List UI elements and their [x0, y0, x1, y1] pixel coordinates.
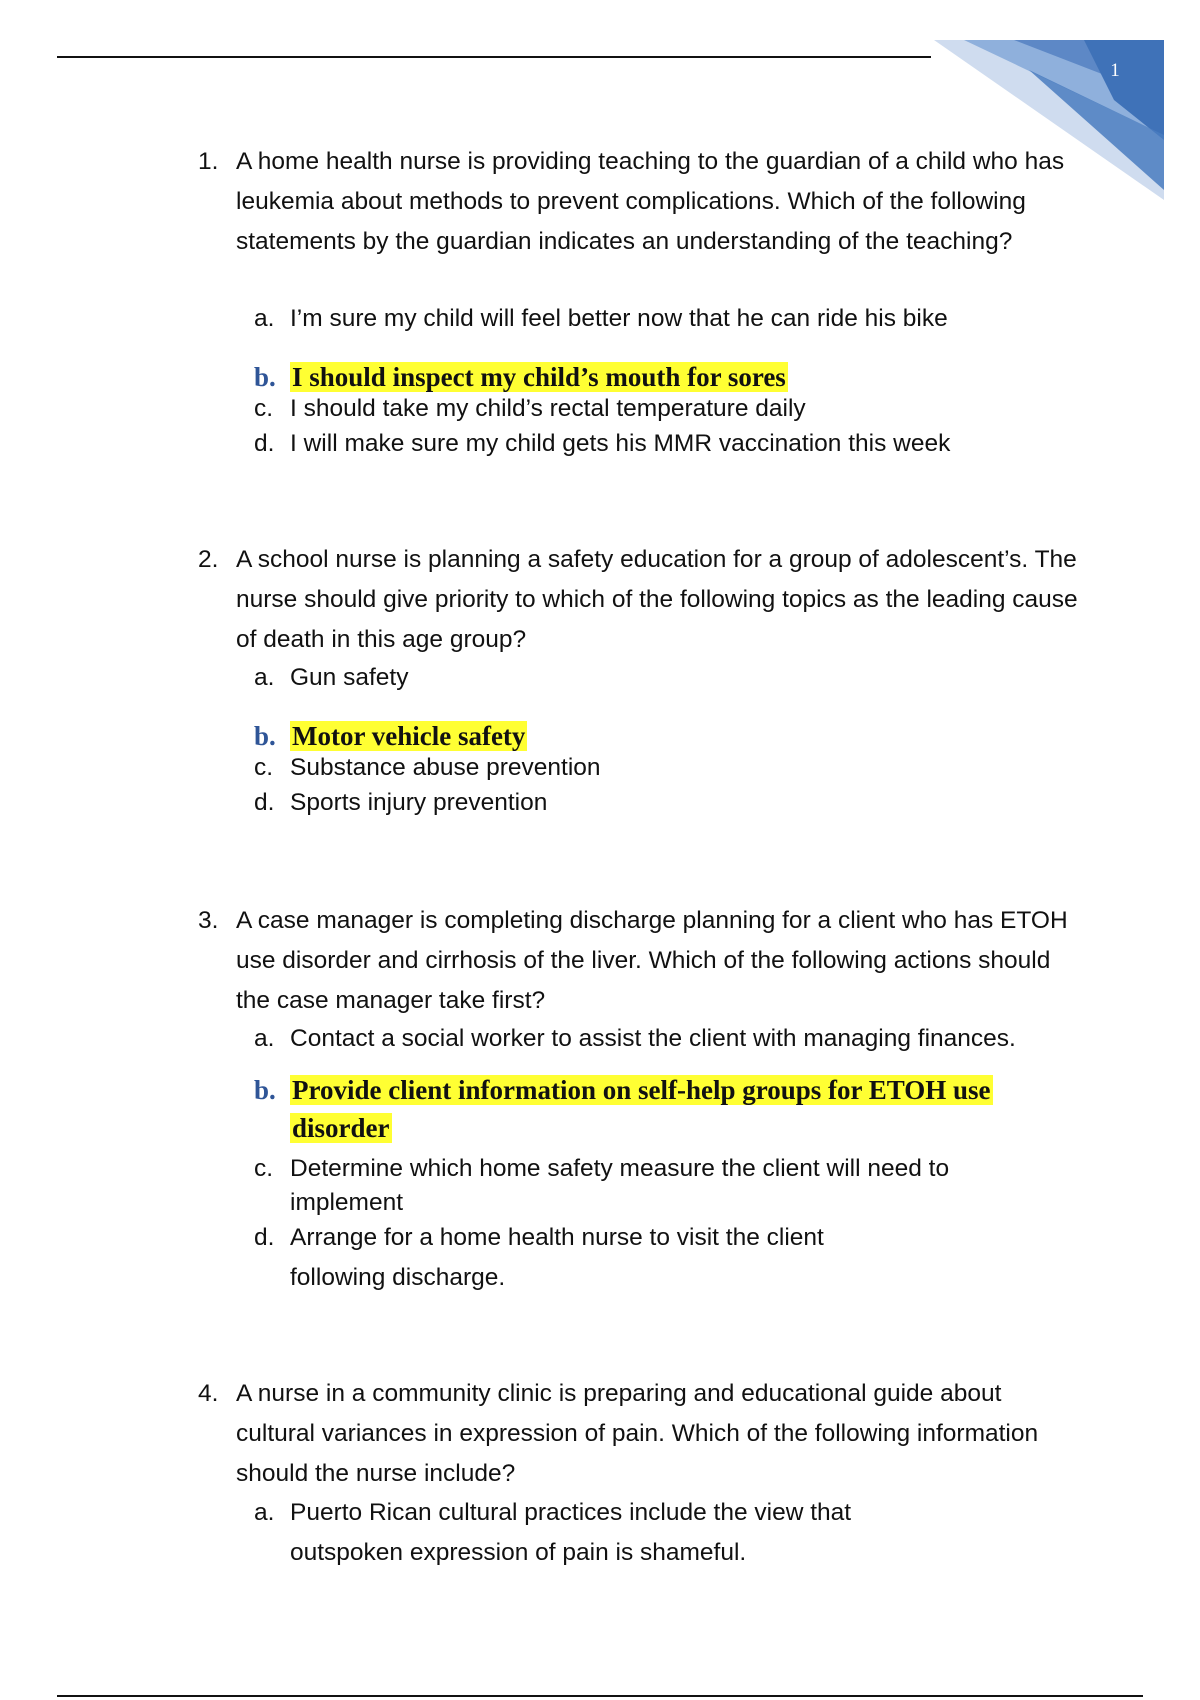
option-letter: c.	[254, 395, 274, 422]
question-1	[198, 142, 1078, 262]
option-a	[254, 1022, 1074, 1056]
question-number: 4.	[198, 1380, 219, 1407]
option-b-correct-answer	[254, 358, 1074, 396]
question-4	[198, 1374, 1078, 1494]
question-text: A home health nurse is providing teaching to the guardian of a child who has leukemia about methods to prevent complications. Which of the following statements by the guardian indicates an understanding of the teaching?	[236, 148, 1065, 255]
option-text: Arrange for a home health nurse to visit the client following discharge.	[290, 1224, 824, 1291]
option-d	[254, 1218, 894, 1298]
option-letter: a.	[254, 664, 275, 691]
option-text: Substance abuse prevention	[290, 754, 601, 781]
question-number: 2.	[198, 546, 219, 573]
question-text: A nurse in a community clinic is preparing and educational guide about cultural variances in expression of pain. Which of the following information should the nurse include?	[236, 1380, 1039, 1487]
option-letter: a.	[254, 1499, 275, 1526]
question-2	[198, 540, 1078, 660]
option-letter: d.	[254, 430, 275, 457]
highlighted-answer-text: I should inspect my child’s mouth for sores	[292, 362, 786, 392]
option-letter: a.	[254, 1025, 275, 1052]
option-text: Puerto Rican cultural practices include the view that outspoken expression of pain is shameful.	[290, 1499, 852, 1566]
option-a	[254, 302, 1074, 336]
option-letter: b.	[254, 721, 276, 751]
option-c	[254, 751, 1074, 785]
question-number: 3.	[198, 907, 219, 934]
option-text: I should take my child’s rectal temperature daily	[290, 395, 806, 422]
option-a	[254, 661, 1074, 695]
option-d	[254, 427, 1074, 461]
option-text: Contact a social worker to assist the client with managing finances.	[290, 1025, 1016, 1052]
question-text: A school nurse is planning a safety education for a group of adolescent’s. The nurse should give priority to which of the following topics as the leading cause of death in this age group?	[236, 546, 1078, 653]
question-number: 1.	[198, 148, 219, 175]
option-c	[254, 1152, 974, 1220]
option-c	[254, 392, 1074, 426]
option-text: Sports injury prevention	[290, 789, 548, 816]
header-rule	[57, 56, 931, 58]
option-letter: a.	[254, 305, 275, 332]
option-text: I will make sure my child gets his MMR vaccination this week	[290, 430, 951, 457]
option-text: Determine which home safety measure the client will need to implement	[290, 1155, 950, 1216]
option-letter: d.	[254, 789, 275, 816]
option-b-correct-answer	[254, 1071, 1034, 1147]
option-b-correct-answer	[254, 717, 1074, 755]
question-3	[198, 901, 1078, 1021]
option-letter: c.	[254, 1155, 274, 1182]
option-d	[254, 786, 1074, 820]
footer-rule	[57, 1695, 1143, 1697]
option-letter: c.	[254, 754, 274, 781]
option-letter: b.	[254, 1075, 276, 1105]
option-text: Gun safety	[290, 664, 409, 691]
question-text: A case manager is completing discharge planning for a client who has ETOH use disorder and cirrhosis of the liver. Which of the following actions should the case manager take first?	[236, 907, 1068, 1014]
option-text: I’m sure my child will feel better now that he can ride his bike	[290, 305, 948, 332]
option-letter: d.	[254, 1224, 275, 1251]
highlighted-answer-text: Provide client information on self-help groups for ETOH use disorder	[292, 1075, 991, 1143]
option-a	[254, 1493, 894, 1573]
page-number: 1	[1110, 60, 1120, 81]
highlighted-answer-text: Motor vehicle safety	[292, 721, 526, 751]
option-letter: b.	[254, 362, 276, 392]
